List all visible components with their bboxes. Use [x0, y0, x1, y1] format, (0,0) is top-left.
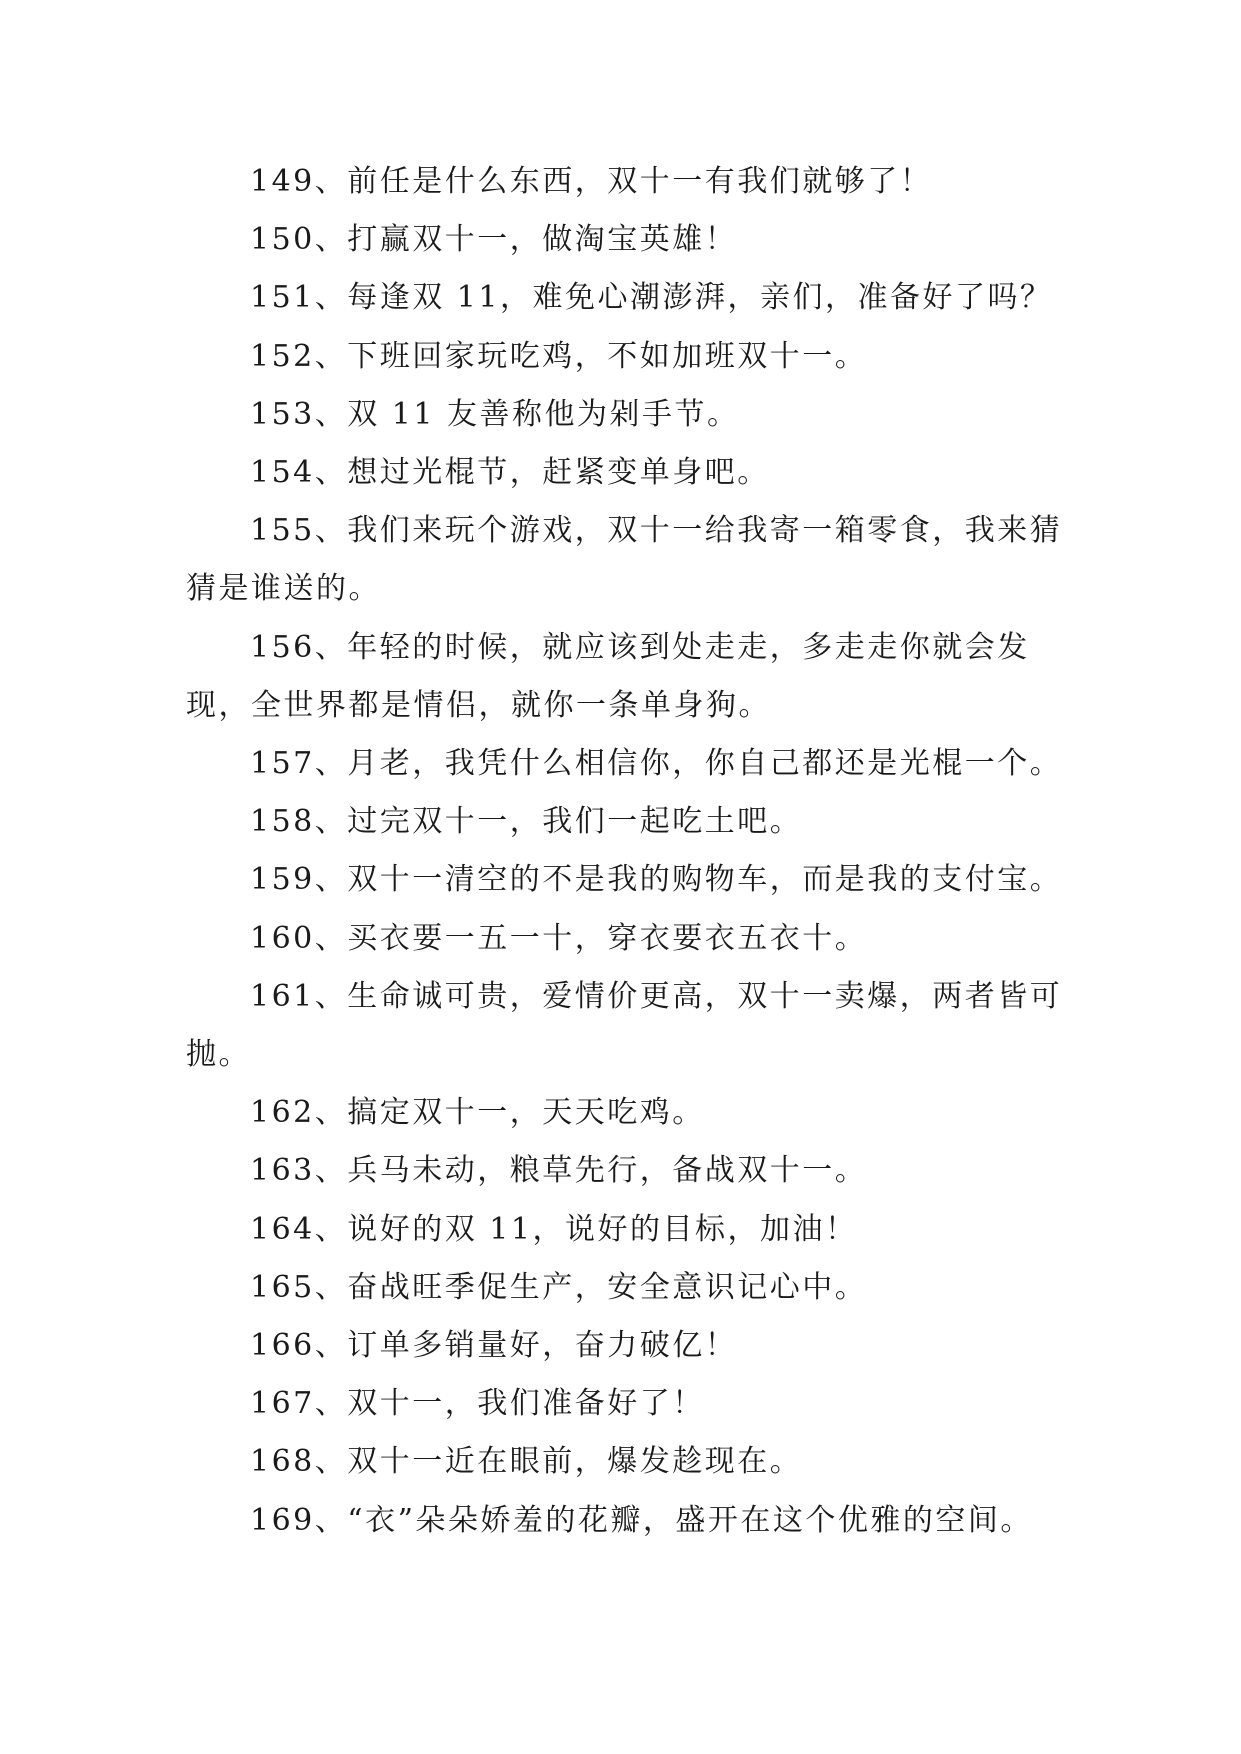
list-item: 155、我们来玩个游戏，双十一给我寄一箱零食，我来猜猜是谁送的。	[186, 513, 1063, 607]
list-item: 161、生命诚可贵，爱情价更高，双十一卖爆，两者皆可抛。	[186, 978, 1063, 1073]
list-item: 167、双十一，我们准备好了！	[250, 1386, 705, 1422]
list-item: 160、买衣要一五一十，穿衣要衣五衣十。	[250, 920, 868, 956]
list-item: 164、说好的双 11，说好的目标，加油！	[250, 1211, 858, 1247]
list-item: 156、年轻的时候，就应该到处走走，多走走你就会发现，全世界都是情侣，就你一条单身狗。	[186, 629, 1030, 723]
list-item: 151、每逢双 11，难免心潮澎湃，亲们，准备好了吗？	[250, 280, 1053, 316]
list-item: 150、打赢双十一，做淘宝英雄！	[250, 222, 738, 258]
list-item: 159、双十一清空的不是我的购物车，而是我的支付宝。	[250, 862, 1063, 898]
list-item: 154、想过光棍节，赶紧变单身吧。	[250, 455, 770, 491]
slogan-list	[186, 153, 1072, 1550]
list-item: 163、兵马未动，粮草先行，备战双十一。	[250, 1153, 868, 1189]
list-item: 158、过完双十一，我们一起吃土吧。	[250, 804, 803, 840]
list-item: 153、双 11 友善称他为剁手节。	[250, 396, 740, 432]
list-item: 169、“衣”朵朵娇羞的花瓣，盛开在这个优雅的空间。	[250, 1502, 1033, 1538]
list-item: 166、订单多销量好，奋力破亿！	[250, 1328, 738, 1364]
list-item: 162、搞定双十一，天天吃鸡。	[250, 1095, 705, 1131]
list-item: 149、前任是什么东西，双十一有我们就够了！	[250, 164, 933, 199]
list-item: 168、双十一近在眼前，爆发趁现在。	[250, 1444, 803, 1480]
list-item: 165、奋战旺季促生产，安全意识记心中。	[250, 1269, 868, 1305]
list-item: 152、下班回家玩吃鸡，不如加班双十一。	[250, 338, 868, 374]
list-item: 157、月老，我凭什么相信你，你自己都还是光棍一个。	[250, 746, 1063, 782]
